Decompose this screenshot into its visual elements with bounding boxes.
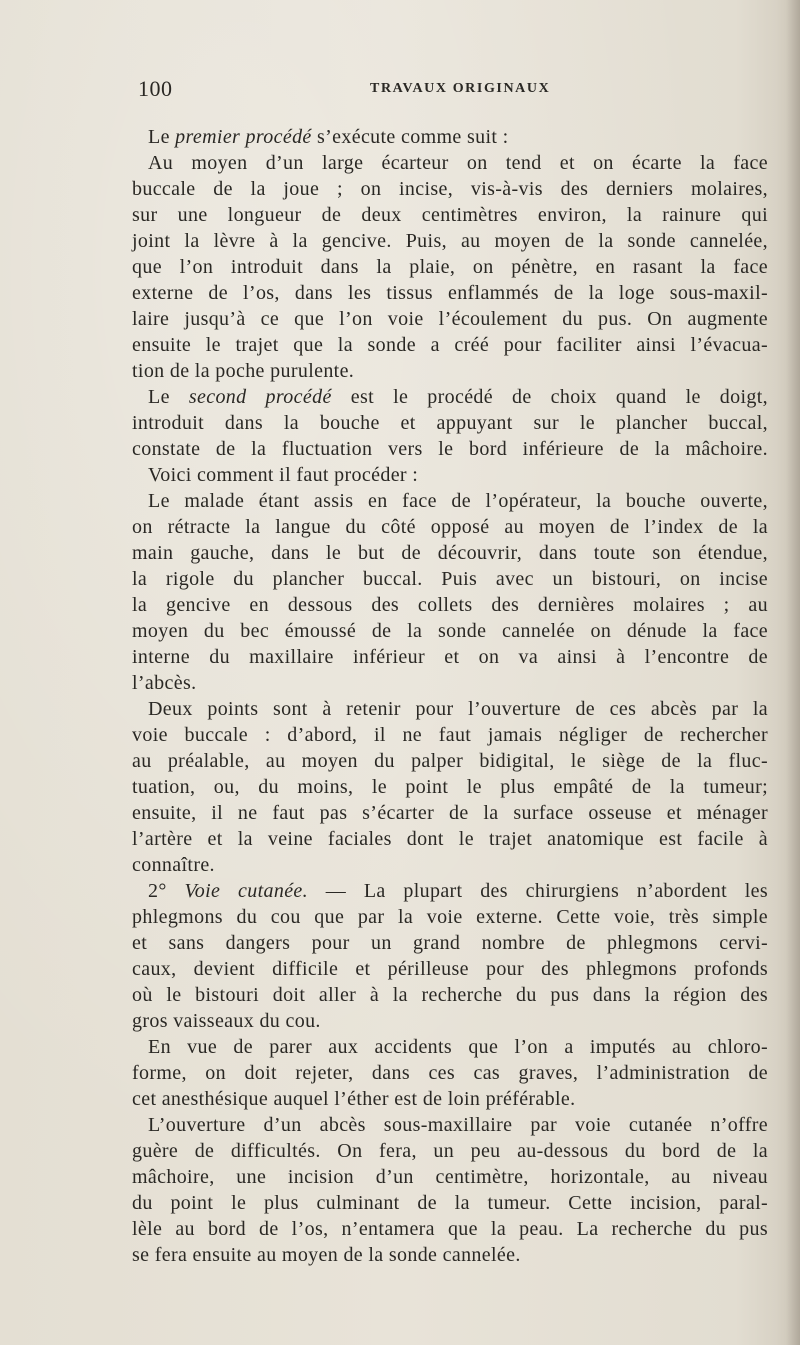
- italic-text: Voie cutanée.: [184, 880, 308, 902]
- text-span: l’abcès.: [132, 672, 197, 694]
- text-span: laire jusqu’à ce que l’on voie l’écoulement du pus. On augmente: [132, 308, 768, 330]
- text-line: [118, 306, 768, 332]
- text-line: [118, 1164, 768, 1190]
- text-span: Le: [148, 386, 189, 408]
- text-line: [118, 462, 768, 488]
- italic-text: premier procédé: [175, 126, 312, 148]
- text-line: [118, 644, 768, 670]
- text-span: ensuite, il ne faut pas s’écarter de la surface osseuse et ménager: [132, 802, 768, 824]
- text-line: [118, 878, 768, 904]
- text-line: [118, 1242, 768, 1268]
- text-span: Au moyen d’un large écarteur on tend et on écarte la face: [148, 152, 768, 174]
- text-line: [118, 202, 768, 228]
- text-span: main gauche, dans le but de découvrir, dans toute son étendue,: [132, 542, 768, 564]
- text-line: [118, 722, 768, 748]
- page-edge-shadow: [786, 0, 800, 1345]
- text-line: [118, 514, 768, 540]
- text-span: sur une longueur de deux centimètres environ, la rainure qui: [132, 204, 768, 226]
- text-line: [118, 748, 768, 774]
- text-span: on rétracte la langue du côté opposé au moyen de l’index de la: [132, 516, 768, 538]
- text-line: [118, 384, 768, 410]
- text-line: [118, 228, 768, 254]
- text-span: joint la lèvre à la gencive. Puis, au moyen de la sonde cannelée,: [132, 230, 768, 252]
- text-span: cet anesthésique auquel l’éther est de loin préférable.: [132, 1088, 576, 1110]
- text-span: et sans dangers pour un grand nombre de phlegmons cervi-: [132, 932, 768, 954]
- text-line: [118, 1112, 768, 1138]
- text-line: [118, 904, 768, 930]
- text-span: buccale de la joue ; on incise, vis-à-vis des derniers molaires,: [132, 178, 768, 200]
- text-span: la gencive en dessous des collets des dernières molaires ; au: [132, 594, 768, 616]
- text-line: [118, 436, 768, 462]
- text-span: que l’on introduit dans la plaie, on pénètre, en rasant la face: [132, 256, 768, 278]
- text-span: où le bistouri doit aller à la recherche du pus dans la région des: [132, 984, 768, 1006]
- text-line: [118, 566, 768, 592]
- text-span: phlegmons du cou que par la voie externe. Cette voie, très simple: [132, 906, 768, 928]
- text-line: [118, 670, 768, 696]
- text-line: [118, 956, 768, 982]
- text-span: s’exécute comme suit :: [311, 126, 509, 148]
- running-title: TRAVAUX ORIGINAUX: [370, 81, 551, 96]
- text-line: [118, 1008, 768, 1034]
- text-line: [118, 488, 768, 514]
- text-line: [118, 410, 768, 436]
- text-span: ensuite le trajet que la sonde a créé pour faciliter ainsi l’évacua-: [132, 334, 768, 356]
- text-span: Voici comment il faut procéder :: [148, 464, 419, 486]
- text-line: [118, 332, 768, 358]
- text-span: introduit dans la bouche et appuyant sur le plancher buccal,: [132, 412, 768, 434]
- text-span: L’ouverture d’un abcès sous-maxillaire par voie cutanée n’offre: [148, 1114, 768, 1136]
- text-line: [118, 1086, 768, 1112]
- text-line: [118, 540, 768, 566]
- text-span: interne du maxillaire inférieur et on va ainsi à l’encontre de: [132, 646, 768, 668]
- text-span: guère de difficultés. On fera, un peu au-dessous du bord de la: [132, 1140, 768, 1162]
- text-line: [118, 592, 768, 618]
- text-line: [118, 618, 768, 644]
- text-line: [118, 800, 768, 826]
- text-span: au préalable, au moyen du palper bidigital, le siège de la fluc-: [132, 750, 768, 772]
- text-span: l’artère et la veine faciales dont le trajet anatomique est facile à: [132, 828, 768, 850]
- text-span: — La plupart des chirurgiens n’abordent les: [308, 880, 768, 902]
- text-span: caux, devient difficile et périlleuse pour des phlegmons profonds: [132, 958, 768, 980]
- text-line: [118, 1216, 768, 1242]
- text-span: Le: [148, 126, 176, 148]
- text-line: [118, 774, 768, 800]
- italic-text: second procédé: [188, 386, 332, 408]
- text-span: Deux points sont à retenir pour l’ouverture de ces abcès par la: [148, 698, 768, 720]
- text-line: [118, 124, 768, 150]
- body-text: [118, 124, 768, 1268]
- text-span: se fera ensuite au moyen de la sonde cannelée.: [132, 1244, 521, 1266]
- text-line: [118, 826, 768, 852]
- text-span: forme, on doit rejeter, dans ces cas graves, l’administration de: [132, 1062, 768, 1084]
- text-span: la rigole du plancher buccal. Puis avec un bistouri, on incise: [132, 568, 768, 590]
- text-line: [118, 930, 768, 956]
- text-line: [118, 176, 768, 202]
- text-span: du point le plus culminant de la tumeur. Cette incision, paral-: [132, 1192, 768, 1214]
- text-line: [118, 696, 768, 722]
- text-span: lèle au bord de l’os, n’entamera que la peau. La recherche du pus: [132, 1218, 768, 1240]
- text-line: [118, 982, 768, 1008]
- page-header: [138, 76, 770, 106]
- text-span: tion de la poche purulente.: [132, 360, 355, 382]
- page-number: 100: [138, 76, 173, 101]
- text-line: [118, 358, 768, 384]
- text-line: [118, 1190, 768, 1216]
- text-line: [118, 280, 768, 306]
- text-line: [118, 852, 768, 878]
- text-span: En vue de parer aux accidents que l’on a imputés au chloro-: [148, 1036, 768, 1058]
- text-span: 2°: [148, 880, 185, 902]
- text-line: [118, 1138, 768, 1164]
- text-span: tuation, ou, du moins, le point le plus empâté de la tumeur;: [132, 776, 768, 798]
- text-span: externe de l’os, dans les tissus enflammés de la loge sous-maxil-: [132, 282, 768, 304]
- text-span: constate de la fluctuation vers le bord inférieure de la mâchoire.: [132, 438, 768, 460]
- text-line: [118, 1060, 768, 1086]
- text-span: gros vaisseaux du cou.: [132, 1010, 321, 1032]
- text-line: [118, 254, 768, 280]
- text-line: [118, 1034, 768, 1060]
- text-line: [118, 150, 768, 176]
- text-span: est le procédé de choix quand le doigt,: [331, 386, 769, 408]
- text-span: mâchoire, une incision d’un centimètre, horizontale, au niveau: [132, 1166, 768, 1188]
- text-span: moyen du bec émoussé de la sonde cannelée on dénude la face: [132, 620, 768, 642]
- text-span: Le malade étant assis en face de l’opérateur, la bouche ouverte,: [148, 490, 768, 512]
- text-span: voie buccale : d’abord, il ne faut jamais négliger de rechercher: [132, 724, 768, 746]
- text-span: connaître.: [132, 854, 215, 876]
